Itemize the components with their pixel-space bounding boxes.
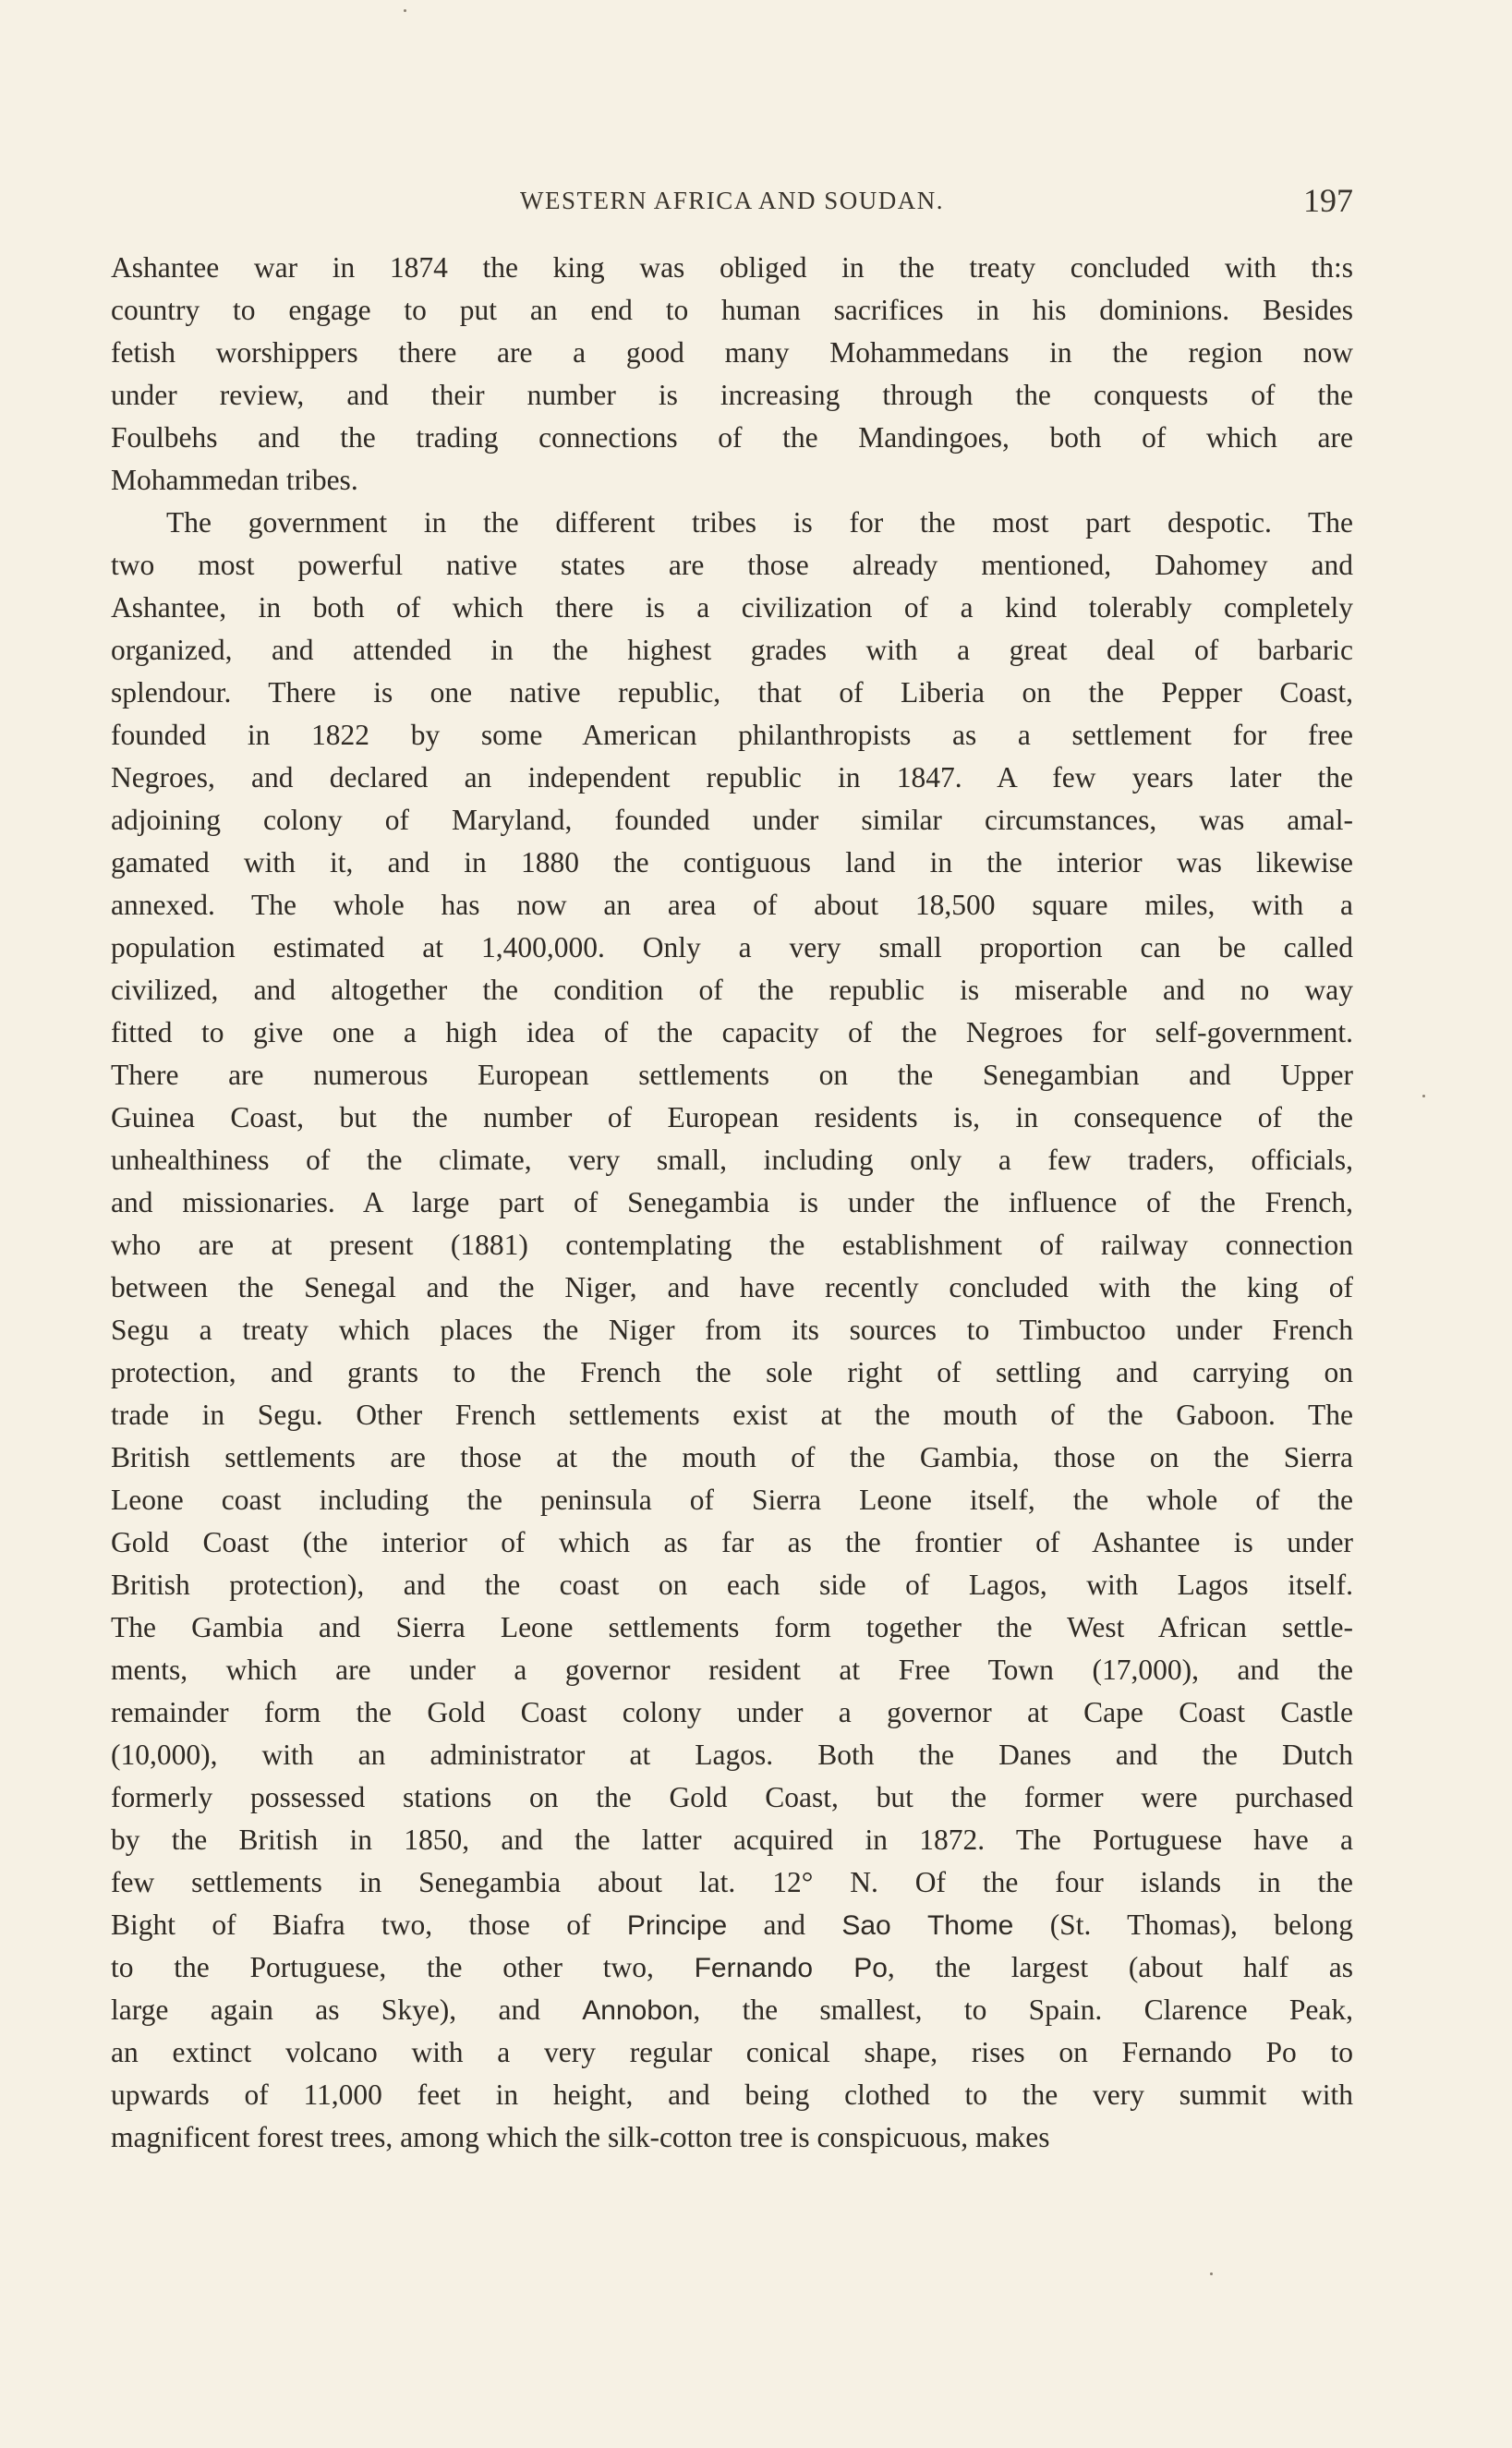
text-line <box>111 927 1353 969</box>
text-segment: There are numerous European settlements on the Senegambian and Upper <box>111 1059 1353 1091</box>
text-line <box>111 289 1353 332</box>
text-segment: Ashantee, in both of which there is a civilization of a kind tolerably completely <box>111 591 1353 624</box>
text-line <box>111 1012 1353 1054</box>
text-line <box>111 1904 1353 1946</box>
text-line <box>111 1054 1353 1097</box>
text-line <box>111 1139 1353 1182</box>
text-segment: under review, and their number is increasing through the conquests of the <box>111 379 1353 411</box>
text-segment: British protection), and the coast on each side of Lagos, with Lagos itself. <box>111 1569 1353 1601</box>
running-title: WESTERN AFRICA AND SOUDAN. <box>519 187 945 214</box>
text-line <box>111 969 1353 1012</box>
place-name: Fernando Po <box>694 1953 888 1983</box>
text-line <box>111 1224 1353 1266</box>
text-line <box>111 1479 1353 1521</box>
text-line <box>111 417 1353 459</box>
text-line <box>111 1861 1353 1904</box>
body-text <box>111 247 1353 2159</box>
place-name: Principe <box>626 1910 728 1941</box>
text-line <box>111 247 1353 289</box>
text-segment: between the Senegal and the Niger, and have recently concluded with the king of <box>111 1271 1353 1303</box>
text-line <box>111 1946 1353 1989</box>
text-line <box>111 1691 1353 1734</box>
text-segment: ments, which are under a governor resident at Free Town (17,000), and the <box>111 1654 1353 1686</box>
place-name: Sao Thome <box>841 1910 1014 1941</box>
page-number: 197 <box>1303 182 1353 219</box>
text-line <box>111 332 1353 374</box>
paper-speck <box>1210 2272 1213 2275</box>
text-segment: fetish worshippers there are a good many Mohammedans in the region now <box>111 336 1353 369</box>
text-segment: annexed. The whole has now an area of about 18,500 square miles, with a <box>111 889 1353 921</box>
text-line <box>111 1266 1353 1309</box>
text-segment: Bight of Biafra two, those of <box>111 1909 627 1941</box>
text-line <box>111 1606 1353 1649</box>
text-line <box>111 1351 1353 1394</box>
text-line <box>111 544 1353 587</box>
text-segment: upwards of 11,000 feet in height, and being clothed to the very summit with <box>111 2078 1353 2111</box>
text-segment: Guinea Coast, but the number of European residents is, in consequence of the <box>111 1101 1353 1133</box>
text-line <box>111 1734 1353 1776</box>
text-line <box>111 1649 1353 1691</box>
text-line <box>111 1394 1353 1436</box>
text-segment: , the smallest, to Spain. Clarence Peak, <box>693 1994 1353 2026</box>
text-segment: Gold Coast (the interior of which as far as the frontier of Ashantee is under <box>111 1526 1353 1558</box>
text-line <box>111 587 1353 629</box>
text-segment: an extinct volcano with a very regular conical shape, rises on Fernando Po to <box>111 2036 1353 2068</box>
text-segment: civilized, and altogether the condition of the republic is miserable and no way <box>111 974 1353 1006</box>
text-line <box>111 1989 1353 2031</box>
paragraph <box>111 247 1353 502</box>
text-segment: Foulbehs and the trading connections of the Mandingoes, both of which are <box>111 421 1353 454</box>
text-segment: who are at present (1881) contemplating the establishment of railway connection <box>111 1229 1353 1261</box>
text-segment: , the largest (about half as <box>887 1951 1353 1983</box>
text-line <box>111 1182 1353 1224</box>
text-line <box>111 1436 1353 1479</box>
text-line <box>111 842 1353 884</box>
text-line <box>111 757 1353 799</box>
text-segment: organized, and attended in the highest grades with a great deal of barbaric <box>111 634 1353 666</box>
text-line <box>111 1521 1353 1564</box>
paper-speck <box>404 9 406 12</box>
text-segment: and missionaries. A large part of Senegambia is under the influence of the French, <box>111 1186 1353 1218</box>
text-line <box>111 799 1353 842</box>
text-segment: remainder form the Gold Coast colony under a governor at Cape Coast Castle <box>111 1696 1353 1728</box>
text-segment: Leone coast including the peninsula of Sierra Leone itself, the whole of the <box>111 1484 1353 1516</box>
text-line <box>111 2116 1353 2159</box>
text-line <box>111 374 1353 417</box>
text-line <box>111 1564 1353 1606</box>
text-line <box>111 1776 1353 1819</box>
text-segment: (St. Thomas), belong <box>1013 1909 1353 1941</box>
text-segment: large again as Skye), and <box>111 1994 583 2026</box>
text-segment: fitted to give one a high idea of the capacity of the Negroes for self-government. <box>111 1016 1353 1048</box>
text-segment: adjoining colony of Maryland, founded under similar circumstances, was amal- <box>111 804 1353 836</box>
text-line <box>111 2031 1353 2074</box>
text-segment: formerly possessed stations on the Gold Coast, but the former were purchased <box>111 1781 1353 1813</box>
text-segment: The Gambia and Sierra Leone settlements form together the West African settle- <box>111 1611 1353 1643</box>
text-line <box>111 2074 1353 2116</box>
text-segment: The government in the different tribes is for the most part despotic. The <box>166 506 1353 539</box>
text-segment: (10,000), with an administrator at Lagos. Both the Danes and the Dutch <box>111 1739 1353 1771</box>
text-segment: by the British in 1850, and the latter acquired in 1872. The Portuguese have a <box>111 1824 1353 1856</box>
text-segment: unhealthiness of the climate, very small, including only a few traders, officials, <box>111 1144 1353 1176</box>
text-segment: Segu a treaty which places the Niger from its sources to Timbuctoo under French <box>111 1314 1353 1346</box>
text-segment: splendour. There is one native republic, that of Liberia on the Pepper Coast, <box>111 676 1353 709</box>
text-segment: Ashantee war in 1874 the king was obliged in the treaty concluded with th:s <box>111 251 1353 284</box>
text-segment: country to engage to put an end to human sacrifices in his dominions. Besides <box>111 294 1353 326</box>
text-segment: protection, and grants to the French the sole right of settling and carrying on <box>111 1356 1353 1388</box>
text-line <box>111 1819 1353 1861</box>
text-segment: and <box>727 1909 842 1941</box>
text-segment: to the Portuguese, the other two, <box>111 1951 695 1983</box>
text-segment: magnificent forest trees, among which the silk-cotton tree is conspicuous, makes <box>111 2121 1050 2153</box>
text-segment: population estimated at 1,400,000. Only a very small proportion can be called <box>111 931 1353 963</box>
text-line <box>111 502 1353 544</box>
text-segment: Negroes, and declared an independent republic in 1847. A few years later the <box>111 761 1353 794</box>
paper-speck <box>1422 1095 1425 1097</box>
text-line <box>111 629 1353 672</box>
place-name: Annobon <box>582 1995 694 2026</box>
text-segment: Mohammedan tribes. <box>111 464 358 496</box>
text-line <box>111 459 1353 502</box>
text-line <box>111 1097 1353 1139</box>
text-segment: British settlements are those at the mouth of the Gambia, those on the Sierra <box>111 1441 1353 1473</box>
text-segment: gamated with it, and in 1880 the contiguous land in the interior was likewise <box>111 846 1353 879</box>
text-segment: two most powerful native states are those already mentioned, Dahomey and <box>111 549 1353 581</box>
text-segment: founded in 1822 by some American philanthropists as a settlement for free <box>111 719 1353 751</box>
text-line <box>111 672 1353 714</box>
page-header <box>111 181 1353 227</box>
paragraph <box>111 502 1353 2159</box>
text-line <box>111 1309 1353 1351</box>
text-segment: trade in Segu. Other French settlements exist at the mouth of the Gaboon. The <box>111 1399 1353 1431</box>
text-segment: few settlements in Senegambia about lat. 12° N. Of the four islands in the <box>111 1866 1353 1898</box>
text-line <box>111 714 1353 757</box>
text-line <box>111 884 1353 927</box>
